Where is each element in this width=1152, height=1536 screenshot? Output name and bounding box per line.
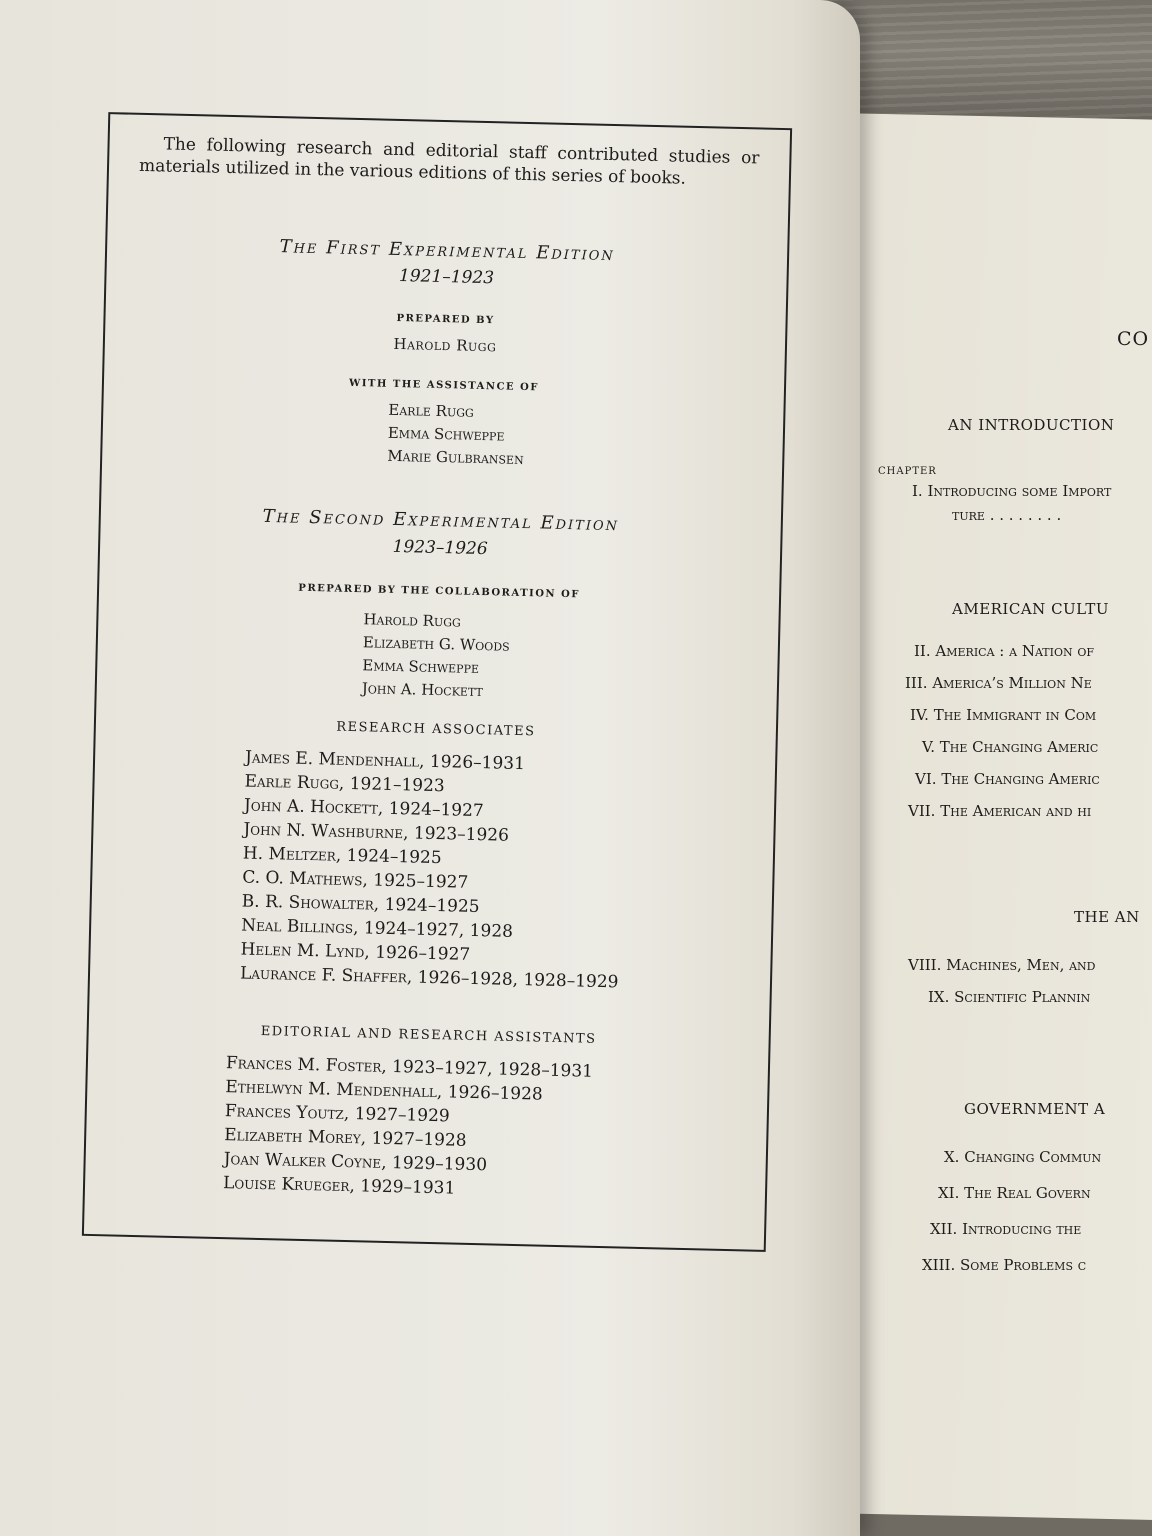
list-item: H. Meltzer, 1924–1925	[242, 843, 442, 869]
research-associates-heading: RESEARCH ASSOCIATES	[336, 719, 536, 740]
list-item: John N. Washburne, 1923–1926	[243, 819, 510, 846]
contents-heading: CO	[1117, 328, 1150, 350]
list-item: Louise Krueger, 1929–1931	[222, 1173, 456, 1199]
toc-entry: III. America’s Million Ne	[905, 674, 1092, 692]
prepared-by-label: PREPARED BY	[396, 312, 495, 327]
list-item: Frances Youtz, 1927–1929	[224, 1101, 450, 1127]
staff-credits-box	[82, 112, 792, 1252]
toc-entry: IX. Scientific Plannin	[928, 988, 1091, 1006]
second-edition-collaborators	[362, 608, 511, 703]
assistant-name: Emma Schweppe	[387, 423, 505, 445]
first-edition-years: 1921–1923	[398, 265, 495, 289]
section-heading: GOVERNMENT A	[964, 1100, 1106, 1118]
toc-entry: II. America : a Nation of	[914, 642, 1095, 660]
list-item: Ethelwyn M. Mendenhall, 1926–1928	[225, 1077, 543, 1105]
assistants-list	[223, 1051, 593, 1204]
list-item: Joan Walker Coyne, 1929–1930	[223, 1149, 488, 1176]
toc-entry: VII. The American and hi	[908, 802, 1092, 820]
first-edition-author: Harold Rugg	[393, 334, 497, 356]
assistants-heading: EDITORIAL AND RESEARCH ASSISTANTS	[260, 1023, 597, 1047]
list-item: Frances M. Foster, 1923–1927, 1928–1931	[225, 1053, 594, 1082]
toc-entry: V. The Changing Americ	[922, 738, 1099, 756]
list-item: Neal Billings, 1924–1927, 1928	[240, 915, 514, 942]
chapter-label: CHAPTER	[878, 466, 937, 477]
list-item: B. R. Showalter, 1924–1925	[241, 891, 480, 918]
toc-entry: VIII. Machines, Men, and	[908, 956, 1096, 974]
list-item: Helen M. Lynd, 1926–1927	[240, 939, 471, 965]
list-item: James E. Mendenhall, 1926–1931	[244, 747, 526, 775]
list-item: John A. Hockett, 1924–1927	[243, 795, 484, 822]
section-heading: AMERICAN CULTU	[952, 600, 1110, 618]
list-item: Earle Rugg, 1921–1923	[244, 771, 445, 797]
toc-entry: IV. The Immigrant in Com	[910, 706, 1097, 724]
collaborator-name: John A. Hockett	[361, 679, 484, 701]
toc-entry: XII. Introducing the	[930, 1220, 1082, 1238]
assistant-name: Marie Gulbransen	[387, 446, 524, 468]
toc-entry: X. Changing Commun	[944, 1148, 1102, 1166]
first-edition-assistants	[387, 399, 525, 471]
second-edition-years: 1923–1926	[392, 536, 488, 560]
list-item: Elizabeth Morey, 1927–1928	[224, 1125, 467, 1151]
assistance-label: WITH THE ASSISTANCE OF	[348, 377, 539, 394]
toc-entry-continuation: ture . . . . . . . .	[952, 506, 1062, 524]
first-edition-title: The First Experimental Edition	[279, 236, 615, 266]
list-item: Laurance F. Shaffer, 1926–1928, 1928–1929	[239, 963, 619, 993]
toc-entry: I. Introducing some Import	[912, 482, 1112, 500]
collaboration-label: PREPARED BY THE COLLABORATION OF	[298, 582, 581, 601]
section-heading: AN INTRODUCTION	[948, 416, 1115, 434]
list-item: C. O. Mathews, 1925–1927	[242, 867, 469, 893]
toc-entry: XIII. Some Problems c	[922, 1256, 1087, 1274]
research-associates-list	[240, 746, 624, 995]
toc-entry: XI. The Real Govern	[938, 1184, 1091, 1202]
intro-paragraph: The following research and editorial staff contributed studies or materials utilized in the various editions of this series of books.	[138, 134, 760, 189]
collaborator-name: Emma Schweppe	[362, 656, 480, 677]
toc-entry: VI. The Changing Americ	[915, 770, 1100, 788]
section-heading: THE AN	[1074, 908, 1140, 926]
assistant-name: Earle Rugg	[388, 400, 475, 421]
collaborator-name: Harold Rugg	[363, 610, 462, 631]
collaborator-name: Elizabeth G. Woods	[362, 633, 510, 655]
second-edition-title: The Second Experimental Edition	[262, 505, 620, 536]
